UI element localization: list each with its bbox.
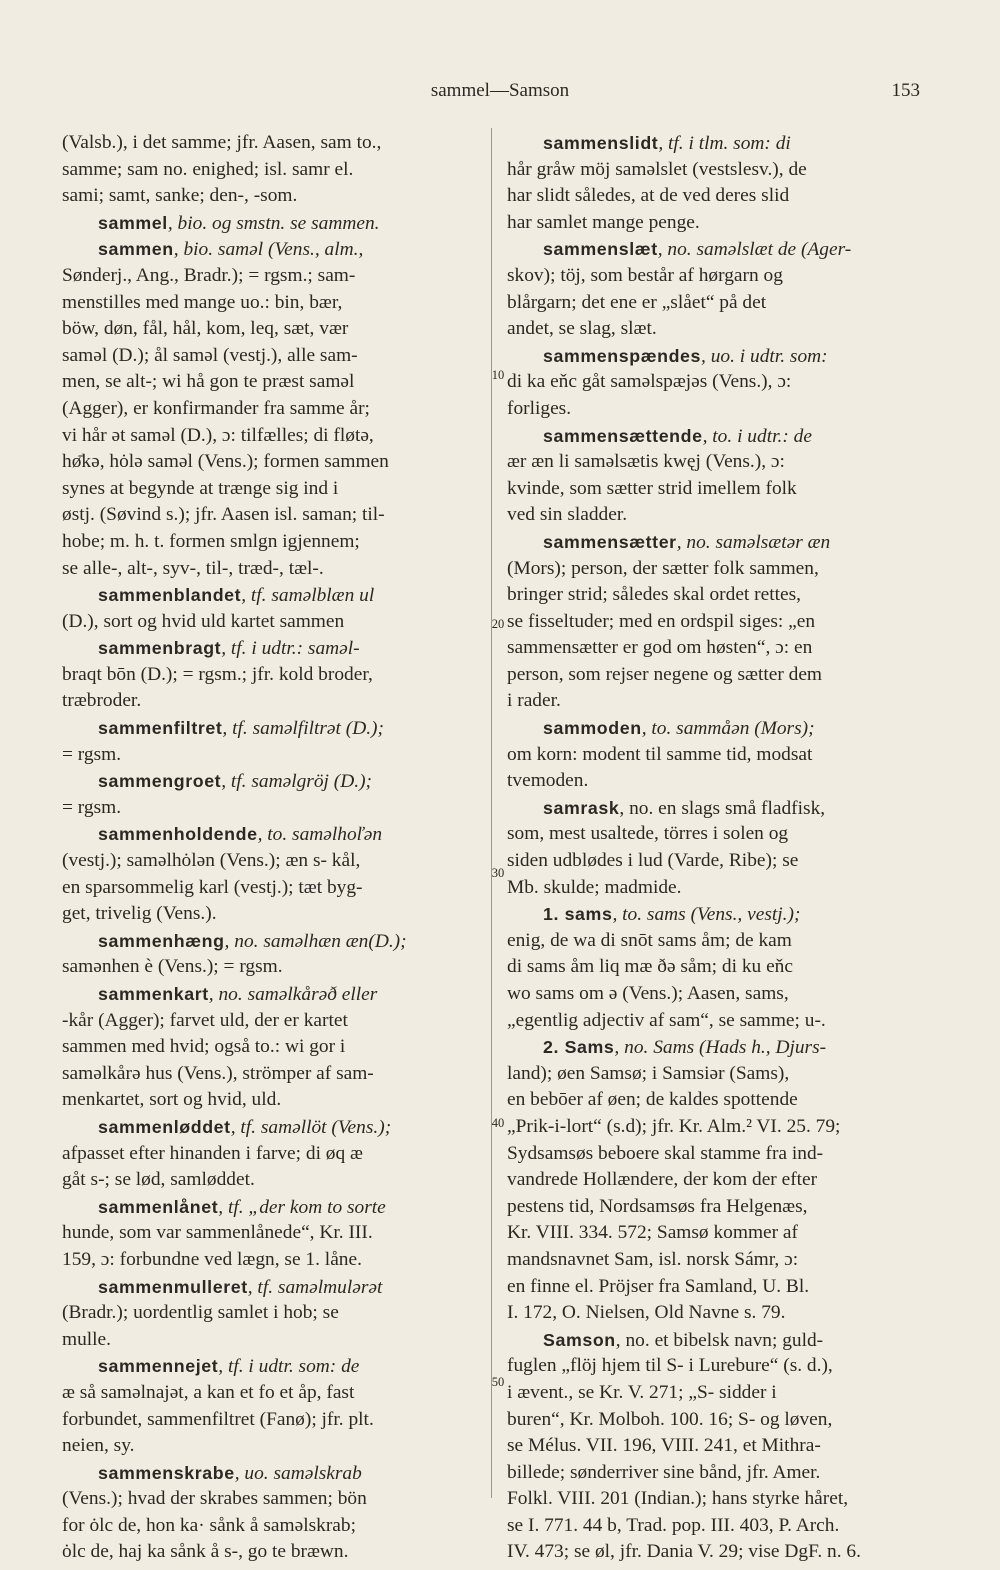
- entry-line: [62, 821, 480, 848]
- text-line: [62, 449, 480, 476]
- text-line: [62, 688, 480, 715]
- text-line: [507, 1433, 921, 1460]
- line-text: afpasset efter hinanden i farve; di øq æ: [62, 1142, 363, 1164]
- line-text: enig, de wa di snōt sams åm; de kam: [507, 929, 792, 951]
- line-text: se I. 771. 44 b, Trad. pop. III. 403, P. Arch.: [507, 1514, 840, 1536]
- line-text: , uo. samǝlskrab: [234, 1462, 362, 1484]
- line-text: en bebōer af øen; de kaldes spottende: [507, 1089, 798, 1111]
- text-line: [507, 1407, 921, 1434]
- line-text: om korn: modent til samme tid, modsat: [507, 743, 813, 765]
- line-text: , no. en slags små fladfisk,: [619, 797, 826, 819]
- line-text: samǝl (D.); ål samǝl (vestj.), alle sam-: [62, 344, 358, 366]
- line-text: land); øen Samsø; i Samsiǝr (Sams),: [507, 1062, 790, 1084]
- text-line: [507, 1194, 921, 1221]
- line-text: en finne el. Pröjser fra Samland, U. Bl.: [507, 1275, 810, 1297]
- entry-line: [62, 1194, 480, 1221]
- text-line: [507, 1087, 921, 1114]
- text-line: [507, 556, 921, 583]
- headword: sammenlånet: [98, 1196, 219, 1217]
- text-line: [507, 768, 921, 795]
- line-text: menkartet, sort og hvid, uld.: [62, 1089, 282, 1111]
- line-text: buren“, Kr. Molboh. 100. 16; S- og løven,: [507, 1408, 833, 1430]
- entry-line: [62, 981, 480, 1008]
- headword: sammensætter: [543, 531, 677, 552]
- line-text: -kår (Agger); farvet uld, der er kartet: [62, 1009, 348, 1031]
- left-column: [62, 130, 480, 1566]
- line-text: æ så samǝlnajǝt, a kan et fo et åp, fast: [62, 1381, 355, 1403]
- text-line: [62, 1539, 480, 1566]
- entry-line: [507, 1034, 921, 1061]
- headword: sammenslidt: [543, 133, 659, 153]
- text-line: [62, 1327, 480, 1354]
- line-text: , no. samǝlslæt de (Ager-: [657, 239, 852, 261]
- headword: sammenslæt: [543, 239, 658, 260]
- line-text: IV. 473; se øl, jfr. Dania V. 29; vise DgF. n. 6.: [507, 1541, 861, 1563]
- headword: Samson: [543, 1329, 616, 1350]
- text-line: [507, 396, 921, 423]
- headword: sammenblandet: [98, 585, 242, 606]
- entry-line: [62, 1274, 480, 1301]
- line-text: samme; sam no. enighed; isl. samr el.: [62, 158, 354, 180]
- headword: sammenkart: [98, 984, 209, 1004]
- entry-line: [62, 635, 480, 662]
- line-text: Sønderj., Ang., Bradr.); = rgsm.; sam-: [62, 264, 356, 286]
- headword: 2. Sams: [543, 1037, 615, 1058]
- line-text: for ȯlc de, hon ka· sånk å samǝlskrab;: [62, 1514, 356, 1536]
- line-text: , tf. i tlm. som: di: [658, 133, 791, 154]
- text-line: [62, 529, 480, 556]
- entry-line: [507, 715, 921, 742]
- text-line: [62, 1141, 480, 1168]
- text-line: [507, 928, 921, 955]
- line-text: braqt bōn (D.); = rgsm.; jfr. kold broder,: [62, 663, 373, 685]
- text-line: [62, 875, 480, 902]
- line-text: wo sams om ǝ (Vens.); Aasen, sams,: [507, 983, 789, 1004]
- line-text: i ævent., se Kr. V. 271; „S- sidder i: [507, 1381, 777, 1403]
- line-text: vi hår ǝt samǝl (D.), ɔ: tilfælles; di fløtǝ,: [62, 424, 374, 446]
- line-number-50: 50: [491, 1375, 505, 1389]
- entry-line: [507, 130, 921, 157]
- text-line: [507, 290, 921, 317]
- text-line: [62, 263, 480, 290]
- line-text: kvinde, som sætter strid imellem folk: [507, 477, 797, 499]
- line-number-40: 40: [491, 1116, 505, 1130]
- line-text: hunde, som var sammenlånede“, Kr. III.: [62, 1222, 373, 1244]
- line-text: se alle-, alt-, syv-, til-, træd-, tæl-.: [62, 557, 324, 579]
- headword: sammennejet: [98, 1356, 219, 1377]
- text-line: [507, 369, 921, 396]
- line-text: , to. sammåǝn (Mors);: [641, 718, 815, 740]
- entry-line: [507, 236, 921, 263]
- text-line: [62, 1167, 480, 1194]
- line-text: Kr. VIII. 334. 572; Samsø kommer af: [507, 1222, 799, 1244]
- text-line: [62, 423, 480, 450]
- line-text: , tf. i udtr. som: de: [218, 1356, 360, 1378]
- text-line: [62, 1380, 480, 1407]
- line-text: har samlet mange penge.: [507, 211, 700, 233]
- entry-line: [62, 582, 480, 609]
- text-line: [62, 183, 480, 210]
- line-text: siden udblødes i lud (Varde, Ribe); se: [507, 850, 799, 872]
- text-line: [62, 848, 480, 875]
- line-number-20: 20: [491, 617, 505, 631]
- text-line: [62, 742, 480, 769]
- text-line: [62, 556, 480, 583]
- entry-line: [62, 1114, 480, 1141]
- line-text: böw, døn, fål, hål, kom, leq, sæt, vær: [62, 318, 349, 340]
- text-line: [62, 476, 480, 503]
- line-text: tvemoden.: [507, 770, 589, 792]
- text-line: [62, 1513, 480, 1540]
- line-text: gåt s-; se lød, samløddet.: [62, 1169, 255, 1191]
- line-text: I. 172, O. Nielsen, Old Navne s. 79.: [507, 1302, 786, 1324]
- text-line: [507, 1114, 921, 1141]
- text-line: [507, 1274, 921, 1301]
- line-text: fuglen „flöj hjem til S- i Lurebure“ (s. d.),: [507, 1355, 833, 1377]
- text-line: [507, 502, 921, 529]
- headword: sammenskrabe: [98, 1462, 235, 1483]
- line-text: forbundet, sammenfiltret (Fanø); jfr. plt.: [62, 1408, 374, 1430]
- line-text: ved sin sladder.: [507, 504, 628, 526]
- text-line: [62, 130, 480, 157]
- text-line: [62, 316, 480, 343]
- line-text: i rader.: [507, 690, 561, 712]
- line-number-30: 30: [491, 866, 505, 880]
- line-text: Folkl. VIII. 201 (Indian.); hans styrke håret,: [507, 1488, 849, 1510]
- line-text: , uo. i udtr. som:: [701, 345, 828, 367]
- headword: sammenløddet: [98, 1116, 231, 1137]
- line-text: vandrede Hollændere, der kom der efter: [507, 1169, 818, 1191]
- line-text: , tf. samǝlblæn ul: [241, 585, 375, 607]
- text-line: [507, 635, 921, 662]
- entry-line: [507, 1327, 921, 1354]
- text-line: [507, 1353, 921, 1380]
- text-line: [507, 1300, 921, 1327]
- line-text: Sydsamsøs beboere skal stamme fra ind-: [507, 1142, 824, 1164]
- line-text: , tf. i udtr.: samǝl-: [221, 638, 360, 660]
- line-text: en sparsommelig karl (vestj.); tæt byg-: [62, 876, 363, 898]
- line-text: se Mélus. VII. 196, VIII. 241, et Mithra-: [507, 1435, 821, 1457]
- line-text: synes at begynde at trænge sig ind i: [62, 477, 339, 499]
- line-text: , tf. samǝllöt (Vens.);: [230, 1116, 392, 1138]
- text-line: [62, 1034, 480, 1061]
- line-text: mandsnavnet Sam, isl. norsk Sámr, ɔ:: [507, 1248, 799, 1270]
- line-text: billede; sønderriver sine bånd, jfr. Amer.: [507, 1461, 821, 1483]
- page-number: 153: [891, 80, 920, 101]
- line-text: , bio. og smstn. se sammen.: [167, 212, 380, 234]
- line-text: = rgsm.: [62, 743, 122, 765]
- line-text: (Vens.); hvad der skrabes sammen; bön: [62, 1488, 367, 1510]
- headword: sammengroet: [98, 771, 222, 792]
- text-line: [507, 1061, 921, 1088]
- entry-line: [507, 901, 921, 928]
- text-line: [62, 1486, 480, 1513]
- headword: sammenspændes: [543, 345, 702, 366]
- text-line: [507, 688, 921, 715]
- headword: sammel: [98, 212, 168, 233]
- line-text: person, som rejser negene og sætter dem: [507, 663, 823, 685]
- entry-line: [62, 928, 480, 955]
- line-text: sammensætter er god om høsten“, ɔ: en: [507, 637, 813, 659]
- line-text: samǝlkårǝ hus (Vens.), strömper af sam-: [62, 1062, 374, 1084]
- line-text: di sams åm liq mæ ðǝ såm; di ku eňc: [507, 956, 793, 978]
- text-line: [507, 1513, 921, 1540]
- line-text: , no. samǝlkårǝð eller: [208, 984, 378, 1005]
- line-text: „Prik-i-lort“ (s.d); jfr. Kr. Alm.² VI. 25. 79;: [507, 1115, 841, 1137]
- line-text: (Bradr.); uordentlig samlet i hob; se: [62, 1302, 339, 1324]
- text-line: [62, 609, 480, 636]
- entry-line: [507, 423, 921, 450]
- line-text: , bio. samǝl (Vens., alm.,: [173, 239, 364, 261]
- text-line: [62, 343, 480, 370]
- headword: sammenmulleret: [98, 1276, 248, 1297]
- text-line: [507, 954, 921, 981]
- text-line: [507, 821, 921, 848]
- headword: sammenhæng: [98, 930, 225, 951]
- line-text: skov); töj, som består af hørgarn og: [507, 264, 783, 286]
- text-line: [507, 1220, 921, 1247]
- line-text: , tf. samǝlmulǝrǝt: [247, 1276, 383, 1298]
- text-line: [507, 609, 921, 636]
- entry-line: [62, 1353, 480, 1380]
- line-text: hår gråw möj samǝlslet (vestslesv.), de: [507, 158, 807, 180]
- line-text: men, se alt-; wi hå gon te præst samǝl: [62, 371, 355, 393]
- line-text: , no. Sams (Hads h., Djurs-: [614, 1037, 827, 1059]
- text-line: [507, 183, 921, 210]
- line-text: bringer strid; således skal ordet rettes,: [507, 584, 802, 606]
- line-text: menstilles med mange uo.: bin, bær,: [62, 291, 343, 313]
- entry-line: [507, 529, 921, 556]
- text-line: [507, 848, 921, 875]
- text-line: [507, 449, 921, 476]
- line-text: (vestj.); samǝlhȯlǝn (Vens.); æn s- kål,: [62, 850, 361, 872]
- entry-line: [62, 210, 480, 237]
- text-line: [62, 369, 480, 396]
- text-line: [62, 954, 480, 981]
- text-line: [507, 316, 921, 343]
- text-line: [507, 875, 921, 902]
- line-text: , no. et bibelsk navn; guld-: [615, 1329, 824, 1351]
- line-text: som, mest usaltede, törres i solen og: [507, 823, 789, 845]
- line-text: Mb. skulde; madmide.: [507, 876, 682, 898]
- line-text: , tf. samǝlgröj (D.);: [221, 771, 373, 793]
- line-text: mulle.: [62, 1328, 112, 1350]
- line-text: , tf. „der kom to sorte: [218, 1196, 386, 1218]
- entry-line: [62, 715, 480, 742]
- entry-line: [62, 1460, 480, 1487]
- line-text: ȯlc de, haj ka sånk å s-, go te bræwn.: [62, 1541, 349, 1563]
- text-line: [62, 1087, 480, 1114]
- line-text: (Mors); person, der sætter folk sammen,: [507, 557, 819, 579]
- page-header: [0, 80, 1000, 108]
- headword: sammen: [98, 239, 174, 260]
- text-line: [507, 1539, 921, 1566]
- line-text: se fisseltuder; med en ordspil siges: „en: [507, 610, 816, 632]
- text-line: [507, 1380, 921, 1407]
- entry-line: [507, 343, 921, 370]
- headword: sammenholdende: [98, 824, 258, 845]
- text-line: [507, 1141, 921, 1168]
- text-line: [62, 1247, 480, 1274]
- text-line: [507, 742, 921, 769]
- line-text: østj. (Søvind s.); jfr. Aasen isl. saman; til-: [62, 504, 385, 526]
- text-line: [507, 1486, 921, 1513]
- line-text: , to. sams (Vens., vestj.);: [612, 904, 801, 926]
- headword: sammenfiltret: [98, 718, 223, 739]
- line-text: get, trivelig (Vens.).: [62, 903, 217, 925]
- running-title: sammel—Samson: [430, 80, 570, 101]
- line-text: di ka eňc gåt samǝlspæjǝs (Vens.), ɔ:: [507, 371, 792, 393]
- text-line: [62, 1008, 480, 1035]
- headword: sammoden: [543, 718, 642, 739]
- text-line: [62, 1220, 480, 1247]
- text-line: [507, 476, 921, 503]
- text-line: [62, 502, 480, 529]
- line-text: hø̄kǝ, hȯlǝ samǝl (Vens.); formen sammen: [62, 451, 389, 473]
- line-text: sammen med hvid; også to.: wi gor i: [62, 1036, 346, 1058]
- column-divider: [491, 128, 492, 1498]
- text-line: [507, 582, 921, 609]
- line-number-10: 10: [491, 368, 505, 382]
- line-text: „egentlig adjectiv af sam“, se samme; u-.: [507, 1009, 826, 1031]
- text-line: [62, 290, 480, 317]
- line-text: blårgarn; det ene er „slået“ på det: [507, 291, 767, 313]
- text-line: [507, 1008, 921, 1035]
- line-text: , to. samǝlhoľǝn: [257, 824, 383, 846]
- text-line: [62, 1300, 480, 1327]
- line-text: hobe; m. h. t. formen smlgn igjennem;: [62, 530, 360, 552]
- line-text: , no. samǝlhæn æn(D.);: [224, 930, 407, 952]
- line-text: (Agger), er konfirmander fra samme år;: [62, 397, 370, 419]
- headword: sammensættende: [543, 425, 703, 446]
- text-line: [507, 1460, 921, 1487]
- text-line: [62, 795, 480, 822]
- right-column: [507, 130, 921, 1566]
- line-text: har slidt således, at de ved deres slid: [507, 185, 790, 207]
- text-line: [62, 396, 480, 423]
- line-text: sami; samt, sanke; den-, -som.: [62, 185, 298, 207]
- text-line: [62, 1407, 480, 1434]
- line-text: (D.), sort og hvid uld kartet sammen: [62, 610, 345, 632]
- line-text: træbroder.: [62, 690, 142, 712]
- line-text: = rgsm.: [62, 796, 122, 818]
- text-line: [62, 1433, 480, 1460]
- line-text: , no. samǝlsætǝr æn: [676, 531, 831, 553]
- headword: samrask: [543, 797, 620, 818]
- line-text: , to. i udtr.: de: [702, 425, 812, 447]
- text-line: [62, 157, 480, 184]
- line-text: pestens tid, Nordsamsøs fra Helgenæs,: [507, 1195, 808, 1217]
- headword: sammenbragt: [98, 638, 222, 659]
- headword: 1. sams: [543, 904, 613, 925]
- text-line: [62, 662, 480, 689]
- text-line: [507, 1247, 921, 1274]
- text-line: [507, 1167, 921, 1194]
- line-text: forliges.: [507, 397, 572, 419]
- line-text: , tf. samǝlfiltrǝt (D.);: [222, 718, 384, 740]
- text-line: [62, 1061, 480, 1088]
- line-text: ær æn li samǝlsætis kwęj (Vens.), ɔ:: [507, 451, 785, 473]
- entry-line: [507, 795, 921, 822]
- line-text: (Valsb.), i det samme; jfr. Aasen, sam to.,: [62, 132, 382, 153]
- entry-line: [62, 768, 480, 795]
- line-text: andet, se slag, slæt.: [507, 318, 657, 340]
- line-text: 159, ɔ: forbundne ved lægn, se 1. låne.: [62, 1248, 362, 1270]
- text-line: [507, 157, 921, 184]
- line-text: samǝnhen è (Vens.); = rgsm.: [62, 956, 283, 978]
- text-line: [507, 263, 921, 290]
- line-text: neien, sy.: [62, 1435, 135, 1457]
- text-line: [62, 901, 480, 928]
- text-line: [507, 981, 921, 1008]
- text-line: [507, 662, 921, 689]
- text-line: [507, 210, 921, 237]
- entry-line: [62, 236, 480, 263]
